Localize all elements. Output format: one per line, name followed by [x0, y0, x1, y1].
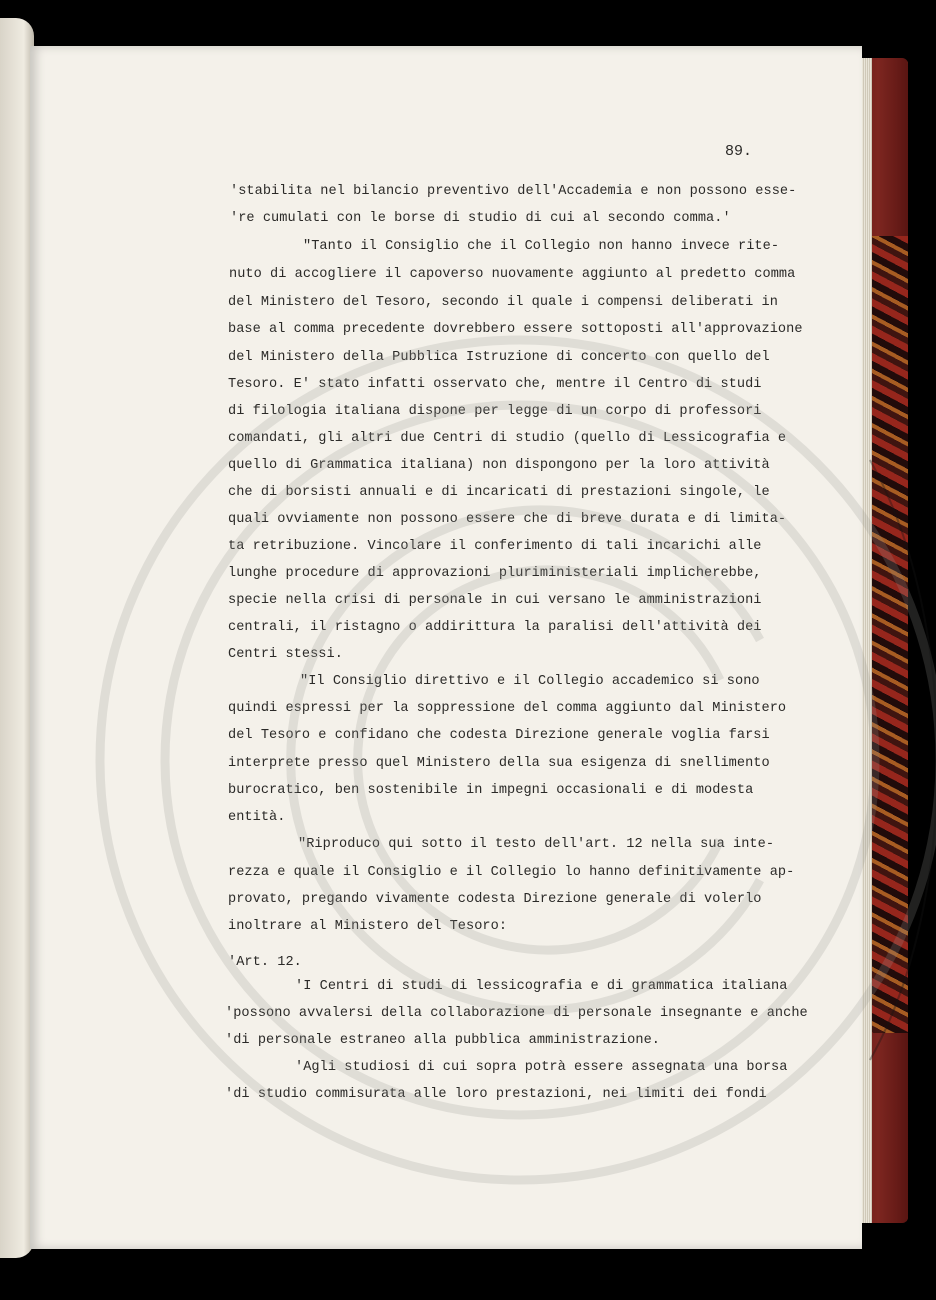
text-line: 'di personale estraneo alla pubblica amministrazione.	[225, 1033, 661, 1048]
left-page-edge	[0, 18, 34, 1258]
text-line: del Tesoro e confidano che codesta Direzione generale voglia farsi	[228, 728, 770, 743]
text-line: 'Art. 12.	[228, 955, 302, 970]
text-line: interprete presso quel Ministero della sua esigenza di snellimento	[228, 756, 770, 771]
text-line: burocratico, ben sostenibile in impegni occasionali e di modesta	[228, 783, 754, 798]
text-line: Tesoro. E' stato infatti osservato che, mentre il Centro di studi	[228, 377, 762, 392]
text-line: 'stabilita nel bilancio preventivo dell'Accademia e non possono esse-	[230, 184, 797, 199]
text-line: specie nella crisi di personale in cui versano le amministrazioni	[228, 593, 762, 608]
text-line: nuto di accogliere il capoverso nuovamente aggiunto al predetto comma	[229, 267, 796, 282]
text-line: quali ovviamente non possono essere che di breve durata e di limita-	[228, 512, 787, 527]
text-line: comandati, gli altri due Centri di studio (quello di Lessicografia e	[228, 431, 787, 446]
text-line: 'Agli studiosi di cui sopra potrà essere assegnata una borsa	[295, 1060, 788, 1075]
text-line: di filologia italiana dispone per legge di un corpo di professori	[228, 404, 762, 419]
text-line: del Ministero del Tesoro, secondo il quale i compensi deliberati in	[228, 295, 778, 310]
page-number: 89.	[725, 143, 753, 160]
text-line: lunghe procedure di approvazioni pluriministeriali implicherebbe,	[228, 566, 762, 581]
text-line: rezza e quale il Consiglio e il Collegio lo hanno definitivamente ap-	[228, 865, 795, 880]
text-line: quello di Grammatica italiana) non dispongono per la loro attività	[228, 458, 770, 473]
text-line: che di borsisti annuali e di incaricati di prestazioni singole, le	[228, 485, 770, 500]
text-line: centrali, il ristagno o addirittura la paralisi dell'attività dei	[228, 620, 762, 635]
text-line: 're cumulati con le borse di studio di cui al secondo comma.'	[230, 211, 731, 226]
text-line: inoltrare al Ministero del Tesoro:	[228, 919, 508, 934]
text-line: quindi espressi per la soppressione del comma aggiunto dal Ministero	[228, 701, 787, 716]
text-line: 'I Centri di studi di lessicografia e di grammatica italiana	[295, 979, 788, 994]
text-line: del Ministero della Pubblica Istruzione di concerto con quello del	[228, 350, 770, 365]
text-line: 'di studio commisurata alle loro prestazioni, nei limiti dei fondi	[225, 1087, 767, 1102]
text-line: "Riproduco qui sotto il testo dell'art. 12 nella sua inte-	[298, 837, 775, 852]
text-line: "Tanto il Consiglio che il Collegio non hanno invece rite-	[303, 239, 780, 254]
text-line: entità.	[228, 810, 286, 825]
text-line: Centri stessi.	[228, 647, 343, 662]
text-line: base al comma precedente dovrebbero essere sottoposti all'approvazione	[228, 322, 803, 337]
text-line: "Il Consiglio direttivo e il Collegio accademico si sono	[300, 674, 760, 689]
text-line: provato, pregando vivamente codesta Direzione generale di volerlo	[228, 892, 762, 907]
text-line: ta retribuzione. Vincolare il conferimento di tali incarichi alle	[228, 539, 762, 554]
text-line: 'possono avvalersi della collaborazione di personale insegnante e anche	[225, 1006, 808, 1021]
